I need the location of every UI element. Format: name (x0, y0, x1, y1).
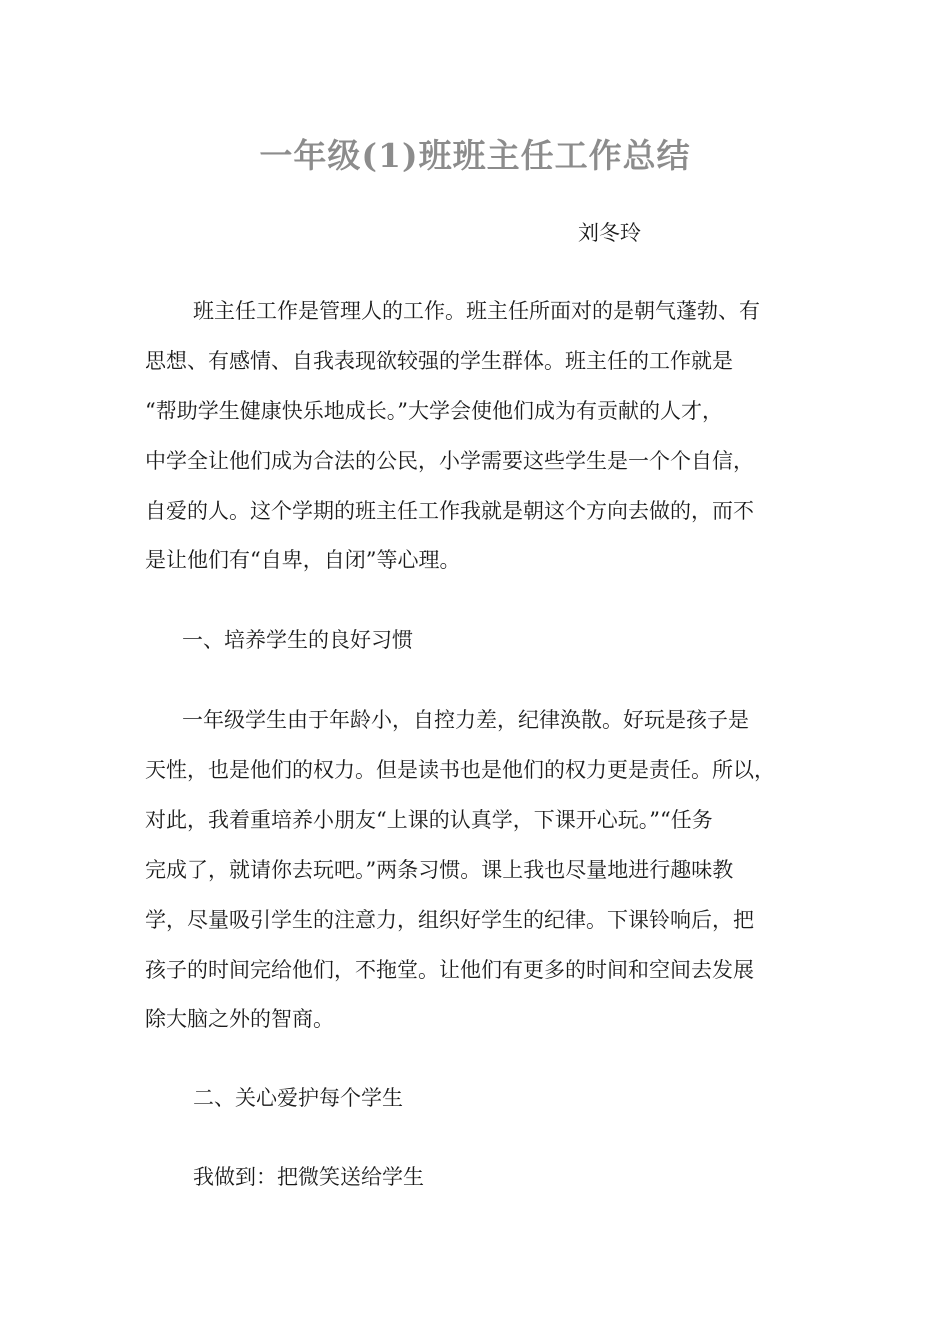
section-1-line: 天性，也是他们的权力。但是读书也是他们的权力更是责任。所以， (145, 758, 775, 782)
section-1-line: 除大脑之外的智商。 (145, 1007, 334, 1031)
intro-line: 是让他们有“自卑，自闭”等心理。 (145, 548, 461, 572)
section-1-line: 学，尽量吸引学生的注意力，组织好学生的纪律。下课铃响后，把 (145, 908, 754, 932)
section-1-line: 孩子的时间完给他们，不拖堂。让他们有更多的时间和空间去发展 (145, 958, 754, 982)
document-title: 一年级(1)班班主任工作总结 (259, 136, 691, 175)
intro-line: 自爱的人。这个学期的班主任工作我就是朝这个方向去做的，而不 (145, 499, 754, 523)
section-1-line: 一年级学生由于年龄小，自控力差，纪律涣散。好玩是孩子是 (182, 708, 749, 732)
intro-line: 思想、有感情、自我表现欲较强的学生群体。班主任的工作就是 (145, 349, 733, 373)
section-1-line: 完成了，就请你去玩吧。”两条习惯。课上我也尽量地进行趣味教 (145, 858, 734, 882)
section-2-line: 我做到：把微笑送给学生 (193, 1165, 424, 1189)
section-1-heading: 一、培养学生的良好习惯 (182, 628, 413, 652)
intro-line: 中学全让他们成为合法的公民，小学需要这些学生是一个个自信， (145, 449, 754, 473)
section-2-heading: 二、关心爱护每个学生 (193, 1086, 403, 1110)
section-1-line: 对此，我着重培养小朋友“上课的认真学，下课开心玩。”“任务 (145, 808, 713, 832)
intro-line: “帮助学生健康快乐地成长。”大学会使他们成为有贡献的人才， (145, 399, 723, 423)
intro-line: 班主任工作是管理人的工作。班主任所面对的是朝气蓬勃、有 (193, 299, 760, 323)
author-name: 刘冬玲 (578, 221, 641, 245)
